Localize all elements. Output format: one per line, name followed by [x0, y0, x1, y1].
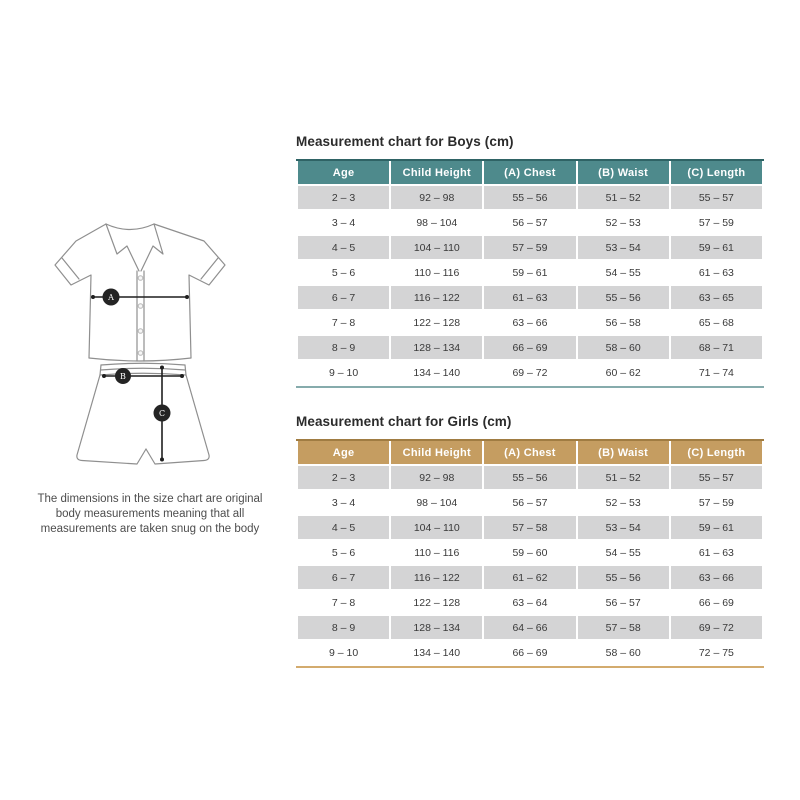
table-cell: 68 – 71 — [671, 336, 762, 361]
table-cell: 122 – 128 — [391, 311, 482, 336]
table-cell: 4 – 5 — [298, 236, 389, 261]
marker-b-label: B — [120, 372, 126, 382]
table-cell: 63 – 66 — [484, 311, 575, 336]
table-cell: 116 – 122 — [391, 286, 482, 311]
table-cell: 8 – 9 — [298, 336, 389, 361]
table-cell: 69 – 72 — [484, 361, 575, 386]
table-cell: 55 – 57 — [671, 186, 762, 211]
girls-table-body — [298, 466, 762, 666]
table-cell: 5 – 6 — [298, 541, 389, 566]
table-row — [298, 211, 762, 236]
table-cell: 128 – 134 — [391, 616, 482, 641]
column-header: Child Height — [391, 161, 482, 186]
column-header: (C) Length — [671, 161, 762, 186]
table-cell: 8 – 9 — [298, 616, 389, 641]
table-cell: 52 – 53 — [578, 491, 669, 516]
table-cell: 56 – 57 — [578, 591, 669, 616]
table-header-row — [298, 441, 762, 466]
disclaimer-line: The dimensions in the size chart are original — [37, 493, 263, 505]
table-cell: 51 – 52 — [578, 466, 669, 491]
table-cell: 60 – 62 — [578, 361, 669, 386]
table-cell: 59 – 61 — [484, 261, 575, 286]
size-tables-column — [296, 134, 764, 694]
length-line-bottom-dot — [160, 458, 164, 462]
table-cell: 134 – 140 — [391, 361, 482, 386]
column-header: Age — [298, 441, 389, 466]
table-cell: 65 – 68 — [671, 311, 762, 336]
table-cell: 9 – 10 — [298, 641, 389, 666]
boys-table-head — [298, 161, 762, 186]
table-cell: 6 – 7 — [298, 286, 389, 311]
table-cell: 56 – 57 — [484, 211, 575, 236]
table-cell: 58 – 60 — [578, 641, 669, 666]
pajama-shirt-drawing — [55, 224, 225, 361]
table-cell: 110 – 116 — [391, 261, 482, 286]
table-cell: 72 – 75 — [671, 641, 762, 666]
table-cell: 55 – 56 — [578, 566, 669, 591]
table-cell: 54 – 55 — [578, 261, 669, 286]
size-chart-disclaimer — [20, 492, 280, 537]
table-cell: 66 – 69 — [671, 591, 762, 616]
boys-size-table — [296, 159, 764, 388]
table-cell: 92 – 98 — [391, 466, 482, 491]
table-cell: 3 – 4 — [298, 491, 389, 516]
table-cell: 134 – 140 — [391, 641, 482, 666]
column-header: (B) Waist — [578, 161, 669, 186]
waist-line-right-dot — [180, 374, 184, 378]
girls-table-head — [298, 441, 762, 466]
table-cell: 6 – 7 — [298, 566, 389, 591]
table-cell: 116 – 122 — [391, 566, 482, 591]
table-cell: 63 – 66 — [671, 566, 762, 591]
shirt-buttons — [138, 276, 143, 356]
table-cell: 104 – 110 — [391, 236, 482, 261]
table-row — [298, 541, 762, 566]
table-row — [298, 286, 762, 311]
table-cell: 110 – 116 — [391, 541, 482, 566]
table-row — [298, 336, 762, 361]
table-cell: 128 – 134 — [391, 336, 482, 361]
table-row — [298, 466, 762, 491]
table-cell: 98 – 104 — [391, 491, 482, 516]
table-cell: 55 – 56 — [484, 466, 575, 491]
column-header: Child Height — [391, 441, 482, 466]
table-cell: 5 – 6 — [298, 261, 389, 286]
table-cell: 53 – 54 — [578, 516, 669, 541]
table-cell: 66 – 69 — [484, 641, 575, 666]
waist-line-left-dot — [102, 374, 106, 378]
marker-a-label: A — [108, 293, 114, 303]
table-cell: 7 – 8 — [298, 591, 389, 616]
table-cell: 61 – 63 — [484, 286, 575, 311]
table-cell: 3 – 4 — [298, 211, 389, 236]
table-cell: 57 – 59 — [671, 491, 762, 516]
table-cell: 53 – 54 — [578, 236, 669, 261]
table-cell: 2 – 3 — [298, 466, 389, 491]
length-line-top-dot — [160, 366, 164, 370]
table-cell: 122 – 128 — [391, 591, 482, 616]
table-header-row — [298, 161, 762, 186]
table-cell: 63 – 64 — [484, 591, 575, 616]
table-row — [298, 361, 762, 386]
table-cell: 55 – 57 — [671, 466, 762, 491]
girls-table-title: Measurement chart for Girls (cm) — [296, 414, 512, 429]
column-header: (A) Chest — [484, 161, 575, 186]
column-header: (C) Length — [671, 441, 762, 466]
table-cell: 4 – 5 — [298, 516, 389, 541]
marker-c-label: C — [158, 409, 166, 419]
table-cell: 57 – 58 — [484, 516, 575, 541]
table-cell: 56 – 57 — [484, 491, 575, 516]
table-cell: 57 – 58 — [578, 616, 669, 641]
table-cell: 61 – 63 — [671, 261, 762, 286]
table-row — [298, 591, 762, 616]
table-cell: 57 – 59 — [484, 236, 575, 261]
table-cell: 57 – 59 — [671, 211, 762, 236]
disclaimer-line: measurements are taken snug on the body — [40, 523, 260, 535]
table-cell: 59 – 61 — [671, 516, 762, 541]
table-cell: 55 – 56 — [484, 186, 575, 211]
column-header: Age — [298, 161, 389, 186]
boys-table-title: Measurement chart for Boys (cm) — [296, 134, 514, 149]
table-cell: 71 – 74 — [671, 361, 762, 386]
table-cell: 66 – 69 — [484, 336, 575, 361]
table-cell: 104 – 110 — [391, 516, 482, 541]
table-cell: 63 – 65 — [671, 286, 762, 311]
table-row — [298, 261, 762, 286]
column-header: (A) Chest — [484, 441, 575, 466]
table-cell: 92 – 98 — [391, 186, 482, 211]
pajama-shorts-drawing — [77, 363, 209, 464]
table-row — [298, 516, 762, 541]
girls-size-table — [296, 439, 764, 668]
table-cell: 54 – 55 — [578, 541, 669, 566]
pajama-set-illustration — [40, 212, 260, 472]
table-row — [298, 566, 762, 591]
table-cell: 51 – 52 — [578, 186, 669, 211]
table-cell: 59 – 60 — [484, 541, 575, 566]
disclaimer-line: body measurements meaning that all — [55, 508, 245, 520]
table-cell: 61 – 62 — [484, 566, 575, 591]
table-row — [298, 491, 762, 516]
boys-table-body — [298, 186, 762, 386]
table-cell: 52 – 53 — [578, 211, 669, 236]
table-cell: 55 – 56 — [578, 286, 669, 311]
table-cell: 98 – 104 — [391, 211, 482, 236]
table-cell: 9 – 10 — [298, 361, 389, 386]
table-cell: 7 – 8 — [298, 311, 389, 336]
table-row — [298, 186, 762, 211]
measurement-markers — [91, 289, 189, 462]
table-cell: 58 – 60 — [578, 336, 669, 361]
table-cell: 69 – 72 — [671, 616, 762, 641]
chest-line-left-dot — [91, 295, 95, 299]
table-cell: 64 – 66 — [484, 616, 575, 641]
column-header: (B) Waist — [578, 441, 669, 466]
table-row — [298, 616, 762, 641]
table-cell: 2 – 3 — [298, 186, 389, 211]
table-cell: 56 – 58 — [578, 311, 669, 336]
table-cell: 61 – 63 — [671, 541, 762, 566]
table-row — [298, 641, 762, 666]
table-row — [298, 236, 762, 261]
chest-line-right-dot — [185, 295, 189, 299]
table-cell: 59 – 61 — [671, 236, 762, 261]
table-row — [298, 311, 762, 336]
